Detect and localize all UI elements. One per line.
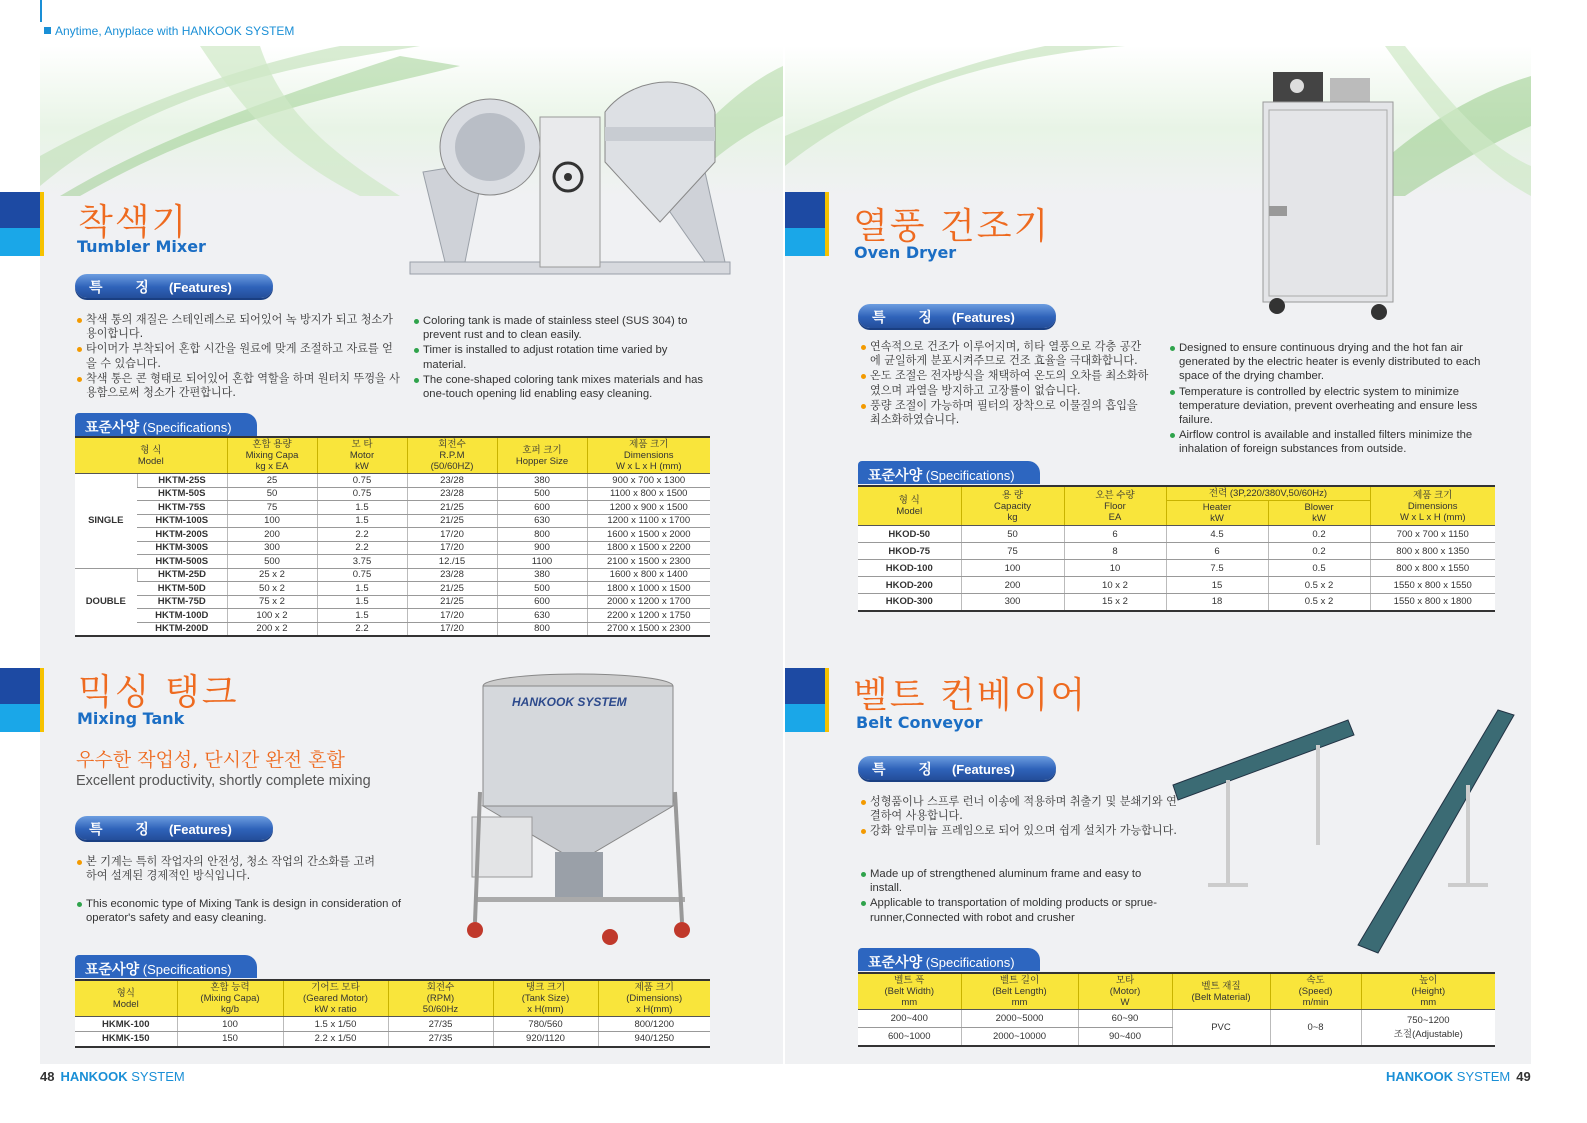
th-capacity: 용 량 Capacity kg: [961, 486, 1064, 526]
mixing-title-ko: 믹싱 탱크: [78, 672, 239, 713]
table-row: HKOD-300 300 15 x 2 18 0.5 x 2 1550 x 800 x 1800: [858, 594, 1495, 611]
mixing-tank-image: [460, 672, 695, 947]
feature-item: 연속적으로 건조가 이루어지며, 히타 열풍으로 각층 공간에 균일하게 분포시켜주므로 건조 효율을 극대화합니다.: [860, 340, 1150, 368]
oven-features-pill: 특 징 (Features): [858, 304, 1056, 328]
th-blower: Blower kW: [1268, 501, 1370, 526]
table-row: HKTM-200D 200 x 2 2.2 17/20 800 2700 x 1500 x 2300: [75, 622, 710, 636]
belt-height-cell: 750~1200 조절(Adjustable): [1361, 1010, 1495, 1046]
mixing-spec-tab: 표준사양 (Specifications): [75, 955, 257, 978]
section-marker: [785, 192, 825, 256]
group-label: DOUBLE: [75, 568, 137, 636]
tumbler-features-pill: 특 징 (Features): [75, 274, 273, 298]
table-row: HKTM-50S 50 0.75 23/28 500 1100 x 800 x 1500: [75, 487, 710, 501]
oven-title-en: Oven Dryer: [854, 243, 957, 262]
footer-left: 48 HANKOOK SYSTEM: [40, 1069, 185, 1084]
table-row: HKOD-200 200 10 x 2 15 0.5 x 2 1550 x 800 x 1550: [858, 577, 1495, 594]
th-model: 형 식 Model: [75, 437, 227, 474]
th-heater: Heater kW: [1166, 501, 1268, 526]
th-model: 형 식 Model: [858, 486, 961, 526]
oven-title-ko: 열풍 건조기: [853, 206, 1051, 247]
mixing-features-pill: 특 징 (Features): [75, 816, 273, 840]
table-row: DOUBLE HKTM-25D 25 x 2 0.75 23/28 380 1600 x 800 x 1400: [75, 568, 710, 582]
footer-right: HANKOOK SYSTEM 49: [1386, 1069, 1531, 1084]
belt-conveyor-image: [1168, 705, 1518, 955]
group-label: SINGLE: [75, 474, 137, 569]
tumbler-spec-tab: 표준사양 (Specifications): [75, 413, 257, 436]
feature-item: 온도 조절은 전자방식을 채택하여 온도의 오차를 최소화하였으며 과열을 방지하고 고장률이 없습니다.: [860, 369, 1150, 397]
table-row: HKMK-150 150 2.2 x 1/50 27/35 920/1120 940/1250: [75, 1032, 710, 1047]
table-row: HKTM-50D 50 x 2 1.5 21/25 500 1800 x 1000 x 1500: [75, 582, 710, 596]
feature-item: 착색 통은 콘 형태로 되어있어 혼합 역할을 하며 원터치 뚜껑을 사용함으로써 청소가 간편합니다.: [76, 372, 401, 400]
th-rpm: 회전수 (RPM) 50/60Hz: [388, 980, 493, 1017]
header-tagline: Anytime, Anyplace with HANKOOK SYSTEM: [44, 24, 294, 38]
oven-spec-tab: 표준사양 (Specifications): [858, 461, 1040, 484]
section-marker: [785, 668, 825, 732]
th-tank-size: 탱크 크기 (Tank Size) x H(mm): [493, 980, 598, 1017]
feature-item: 풍량 조절이 가능하며 필터의 장착으로 이물질의 흡입을 최소화하였습니다.: [860, 399, 1150, 427]
th-belt-length: 벨트 길이 (Belt Length) mm: [961, 973, 1078, 1010]
table-row: HKTM-100S 100 1.5 21/25 630 1200 x 1100 x 1700: [75, 514, 710, 528]
th-hopper: 호퍼 크기 Hopper Size: [497, 437, 587, 474]
th-belt-width: 벨트 폭 (Belt Width) mm: [858, 973, 961, 1010]
th-capacity: 혼합 능력 (Mixing Capa) kg/b: [177, 980, 283, 1017]
belt-features-ko: [860, 795, 1180, 840]
feature-item: Designed to ensure continuous drying and the hot fan air generated by the electric heater is evenly distributed to each space of the drying chamber.: [1169, 341, 1504, 384]
feature-item: 본 기계는 특히 작업자의 안전성, 청소 작업의 간소화를 고려하여 설계된 경제적인 방식입니다.: [76, 855, 376, 883]
tumbler-title-en: Tumbler Mixer: [77, 237, 206, 256]
mixing-title-en: Mixing Tank: [77, 709, 185, 728]
feature-item: Airflow control is available and installed filters minimize the inhalation of foreign substances from outside.: [1169, 428, 1504, 456]
leaf-graphic: [785, 46, 1531, 196]
oven-spec-table: [858, 485, 1495, 612]
feature-item: Coloring tank is made of stainless steel (SUS 304) to prevent rust and to clean easily.: [413, 314, 713, 342]
belt-title-ko: 벨트 컨베이어: [853, 675, 1088, 716]
table-row: HKMK-100 100 1.5 x 1/50 27/35 780/560 800/1200: [75, 1017, 710, 1032]
table-row: HKTM-100D 100 x 2 1.5 17/20 630 2200 x 1200 x 1750: [75, 609, 710, 623]
tumbler-features-en: [413, 314, 713, 402]
page-number: 48: [40, 1069, 55, 1084]
feature-item: Made up of strengthened aluminum frame and easy to install.: [860, 867, 1160, 895]
table-row: HKOD-75 75 8 6 0.2 800 x 800 x 1350: [858, 543, 1495, 560]
th-rpm: 회전수 R.P.M (50/60HZ): [407, 437, 497, 474]
tumbler-spec-table: [75, 436, 710, 637]
table-row: HKTM-500S 500 3.75 12./15 1100 2100 x 1500 x 2300: [75, 555, 710, 569]
feature-item: This economic type of Mixing Tank is design in consideration of operator's safety and easy cleaning.: [76, 897, 416, 925]
mixing-features-en: [76, 897, 416, 926]
mixing-slogan-en: Excellent productivity, shortly complete mixing: [76, 773, 371, 789]
th-height: 높이 (Height) mm: [1361, 973, 1495, 1010]
tumbler-features-ko: [76, 313, 401, 401]
th-floor: 오븐 수량 Floor EA: [1064, 486, 1166, 526]
table-row: 600~1000 2000~10000 90~400: [858, 1028, 1495, 1046]
oven-dryer-image: [1255, 70, 1405, 322]
feature-item: Timer is installed to adjust rotation time varied by material.: [413, 343, 713, 371]
feature-item: 타이머가 부착되어 혼합 시간을 원료에 맞게 조절하고 자료를 얻을 수 있습니다.: [76, 342, 401, 370]
feature-item: The cone-shaped coloring tank mixes materials and has one-touch opening lid enabling easy cleaning.: [413, 373, 713, 401]
th-belt-material: 벨트 재질 (Belt Material): [1172, 973, 1270, 1010]
th-dimensions: 제품 크기 (Dimensions) x H(mm): [598, 980, 710, 1017]
belt-material-cell: PVC: [1172, 1010, 1270, 1046]
table-row: SINGLE HKTM-25S 25 0.75 23/28 380 900 x 700 x 1300: [75, 474, 710, 488]
belt-features-en: [860, 867, 1160, 926]
feature-item: Temperature is controlled by electric system to minimize temperature deviation, prevent overheating and ensure less failure.: [1169, 385, 1504, 428]
page-number: 49: [1516, 1069, 1531, 1084]
table-row: HKTM-200S 200 2.2 17/20 800 1600 x 1500 x 2000: [75, 528, 710, 542]
table-row: HKOD-100 100 10 7.5 0.5 800 x 800 x 1550: [858, 560, 1495, 577]
belt-features-pill: 특 징 (Features): [858, 756, 1056, 780]
belt-speed-cell: 0~8: [1270, 1010, 1361, 1046]
oven-features-en: [1169, 341, 1504, 458]
feature-item: 강화 알루미늄 프레임으로 되어 있으며 쉽게 설치가 가능합니다.: [860, 824, 1180, 838]
mixing-spec-table: [75, 979, 710, 1048]
feature-item: Applicable to transportation of molding products or sprue-runner,Connected with robot and crusher: [860, 896, 1160, 924]
right-banner: [785, 46, 1531, 196]
table-row: 200~400 2000~5000 60~90 PVC 0~8 750~1200 조절(Adjustable): [858, 1010, 1495, 1028]
feature-item: 착색 통의 재질은 스테인레스로 되어있어 녹 방지가 되고 청소가 용이합니다.: [76, 313, 401, 341]
feature-item: 성형품이나 스프루 런너 이송에 적용하며 취출기 및 분쇄기와 연결하여 사용합니다.: [860, 795, 1180, 823]
table-row: HKTM-300S 300 2.2 17/20 900 1800 x 1500 x 2200: [75, 541, 710, 555]
tumbler-title-ko: 착색기: [78, 202, 189, 243]
th-speed: 속도 (Speed) m/min: [1270, 973, 1361, 1010]
th-dimensions: 제품 크기 Dimensions W x L x H (mm): [587, 437, 710, 474]
belt-spec-table: [858, 972, 1495, 1047]
th-capacity: 혼합 용량 Mixing Capa kg x EA: [227, 437, 317, 474]
section-marker: [0, 192, 40, 256]
tumbler-mixer-image: [405, 72, 735, 282]
mixing-features-ko: [76, 855, 376, 884]
belt-spec-tab: 표준사양 (Specifications): [858, 948, 1040, 971]
table-row: HKOD-50 50 6 4.5 0.2 700 x 700 x 1150: [858, 526, 1495, 543]
th-motor: 모타 (Motor) W: [1078, 973, 1172, 1010]
table-row: HKTM-75D 75 x 2 1.5 21/25 600 2000 x 1200 x 1700: [75, 595, 710, 609]
th-motor: 기어드 모타 (Geared Motor) kW x ratio: [283, 980, 388, 1017]
belt-title-en: Belt Conveyor: [856, 713, 983, 732]
th-dimensions: 제품 크기 Dimensions W x L x H (mm): [1370, 486, 1495, 526]
oven-features-ko: [860, 340, 1150, 428]
mixing-slogan-ko: 우수한 작업성, 단시간 완전 혼합: [76, 749, 345, 771]
tank-brand-label: HANKOOK SYSTEM: [512, 695, 627, 709]
table-row: HKTM-75S 75 1.5 21/25 600 1200 x 900 x 1500: [75, 501, 710, 515]
th-power: 전력 (3P,220/380V,50/60Hz): [1166, 486, 1370, 501]
section-marker: [0, 668, 40, 732]
th-model: 형식 Model: [75, 980, 177, 1017]
th-motor: 모 타 Motor kW: [317, 437, 407, 474]
